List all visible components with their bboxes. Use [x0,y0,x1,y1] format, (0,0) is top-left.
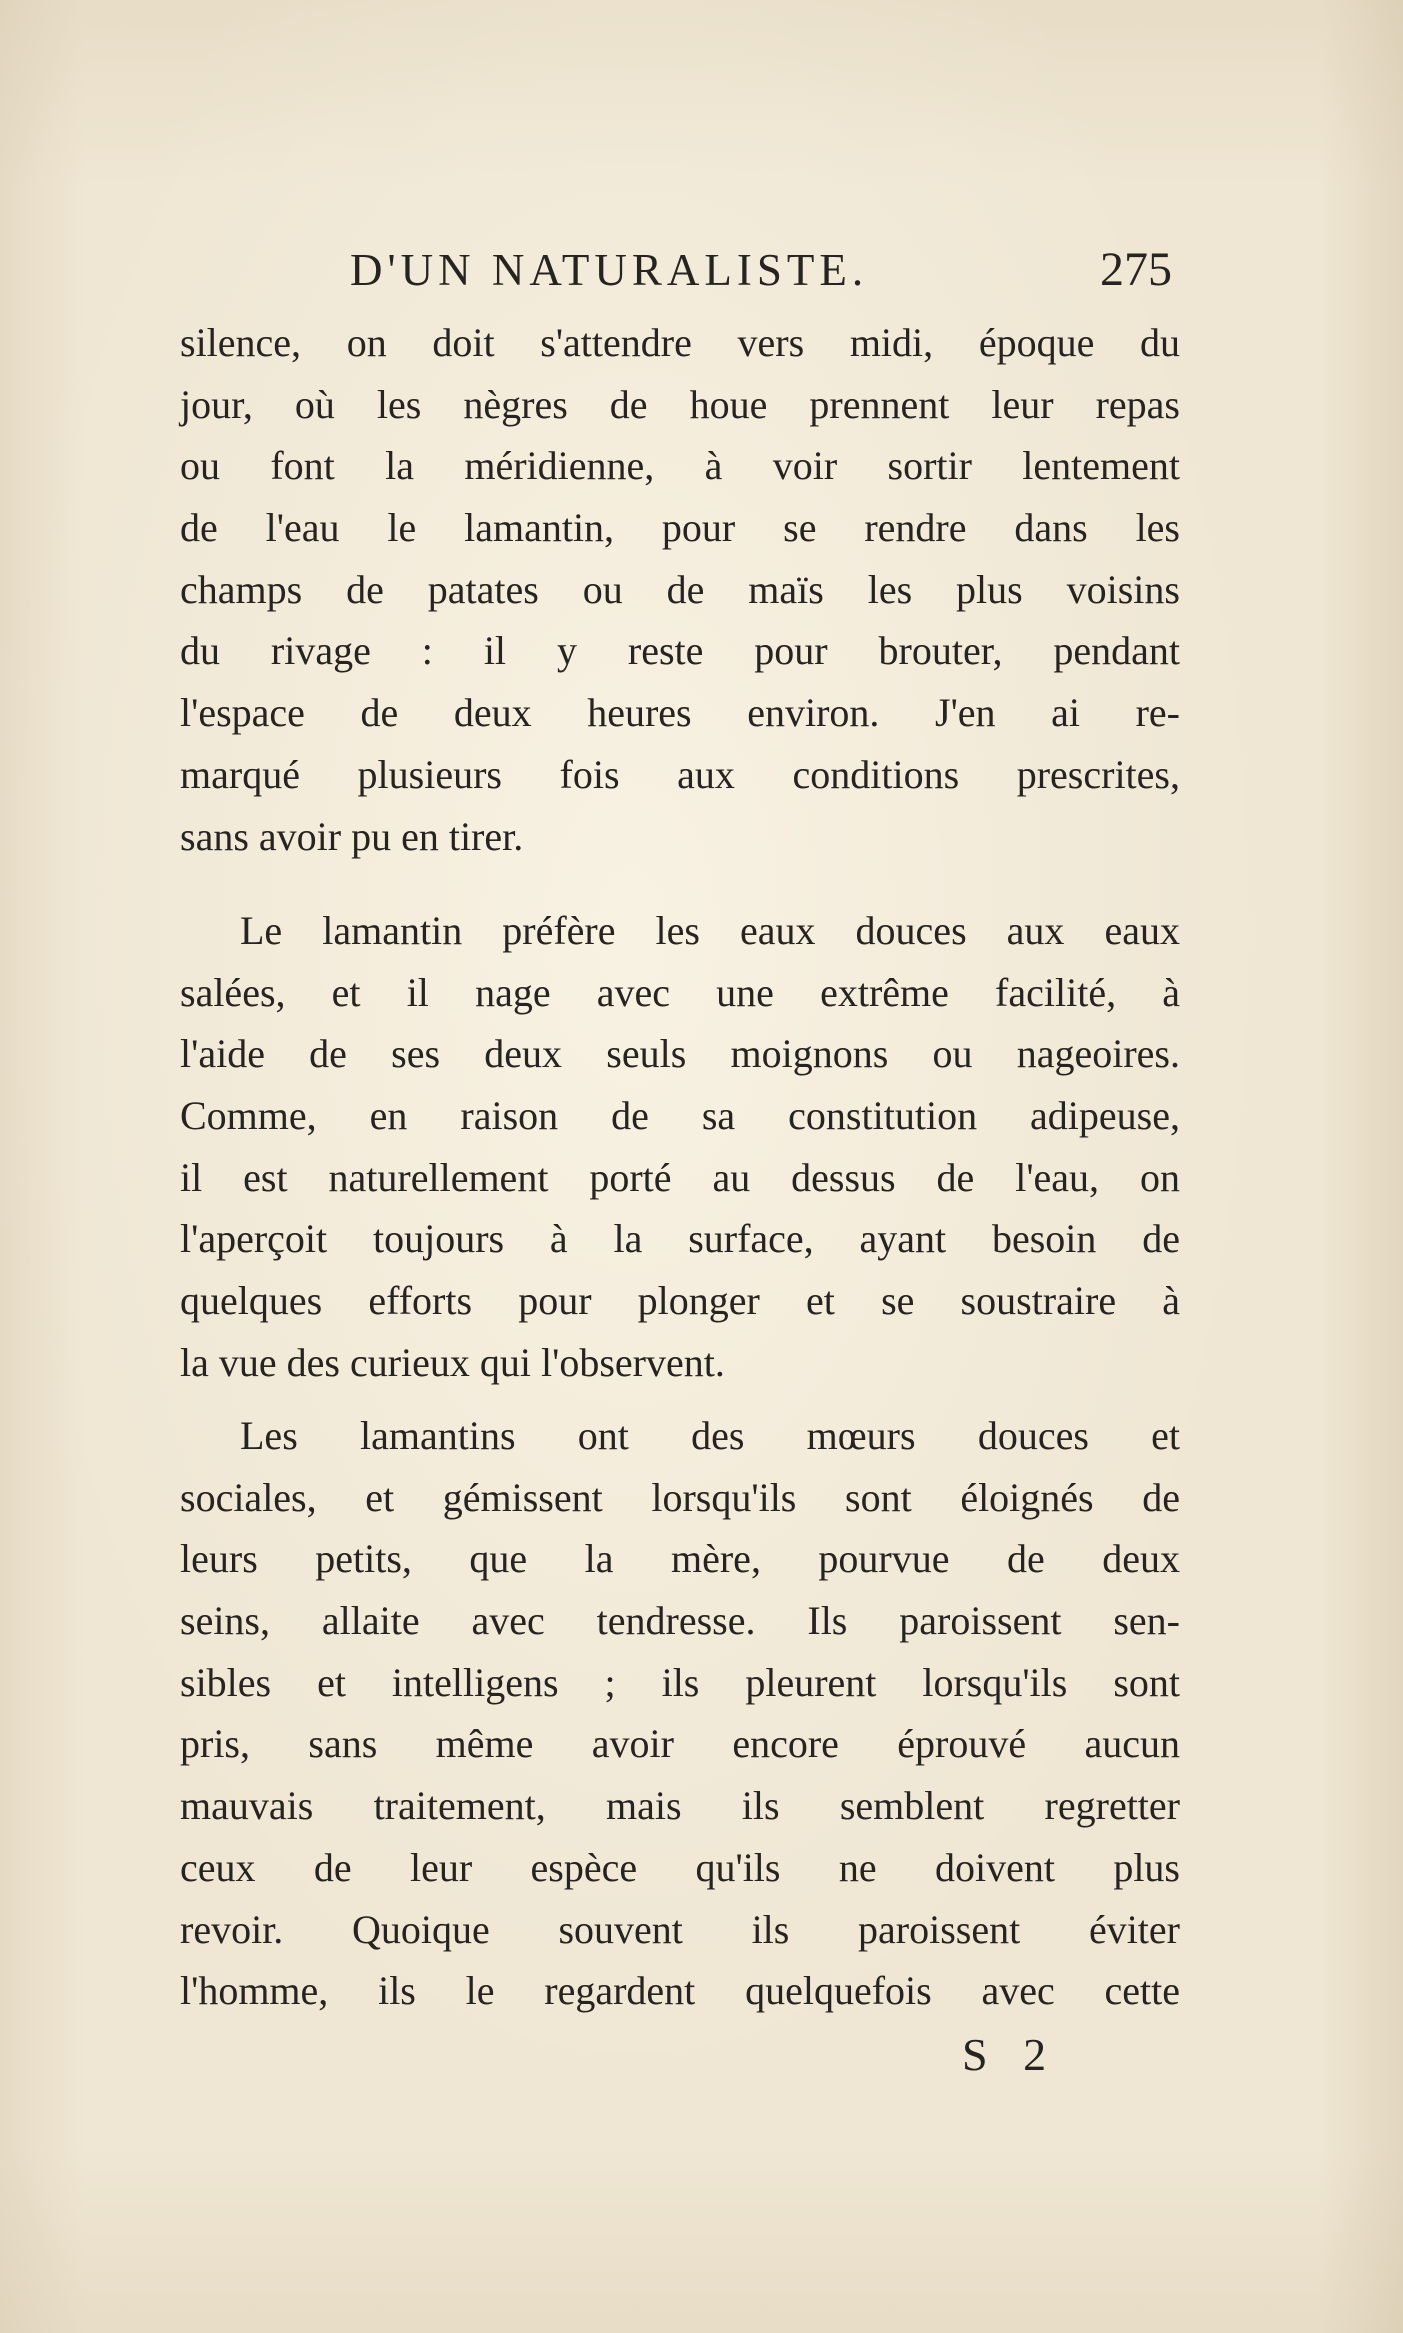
text-line: il est naturellement porté au dessus de l'eau, on [180,1154,1180,1200]
page-number: 275 [1100,243,1172,296]
text-line: silence, on doit s'attendre vers midi, époque du [180,320,1180,365]
text-line: champs de patates ou de maïs les plus voisins [180,566,1180,612]
text-line: pris, sans même avoir encore éprouvé aucun [180,1721,1180,1767]
text-line: Le lamantin préfère les eaux douces aux eaux [240,908,1180,953]
running-title: D'UN NATURALISTE. [350,245,869,295]
text-line: salées, et il nage avec une extrême facilité, à [180,969,1180,1015]
paragraph-2 [180,900,1180,1394]
text-line: marqué plusieurs fois aux conditions prescrites, [180,751,1180,797]
page-header [350,240,1172,300]
text-line: Les lamantins ont des mœurs douces et [240,1413,1180,1458]
text-line: l'homme, ils le regardent quelquefois avec cette [180,1968,1180,2014]
text-line: jour, où les nègres de houe prennent leur repas [180,381,1180,427]
text-line: de l'eau le lamantin, pour se rendre dans les [180,505,1180,551]
text-line: sibles et intelligens ; ils pleurent lorsqu'ils sont [180,1659,1180,1705]
text-line: sans avoir pu en tirer. [180,813,524,859]
text-line: seins, allaite avec tendresse. Ils paroissent sen- [180,1598,1180,1644]
text-line: leurs petits, que la mère, pourvue de deux [180,1536,1180,1582]
text-line: quelques efforts pour plonger et se soustraire à [180,1278,1180,1324]
text-line: revoir. Quoique souvent ils paroissent éviter [180,1906,1180,1952]
text-line: ceux de leur espèce qu'ils ne doivent plus [180,1844,1180,1890]
text-line: l'aperçoit toujours à la surface, ayant besoin de [180,1216,1180,1262]
text-line: mauvais traitement, mais ils semblent regretter [180,1783,1180,1829]
text-line: Comme, en raison de sa constitution adipeuse, [180,1093,1180,1139]
text-line: l'aide de ses deux seuls moignons ou nageoires. [180,1031,1180,1077]
text-line: ou font la méridienne, à voir sortir lentement [180,443,1180,489]
signature-mark: S 2 [962,2029,1059,2080]
paragraph-1 [180,312,1180,867]
text-line: du rivage : il y reste pour brouter, pendant [180,628,1180,674]
text-line: l'espace de deux heures environ. J'en ai re- [180,690,1180,736]
text-line: sociales, et gémissent lorsqu'ils sont éloignés de [180,1474,1180,1520]
text-line: la vue des curieux qui l'observent. [180,1339,725,1385]
paragraph-3 [180,1405,1180,2022]
